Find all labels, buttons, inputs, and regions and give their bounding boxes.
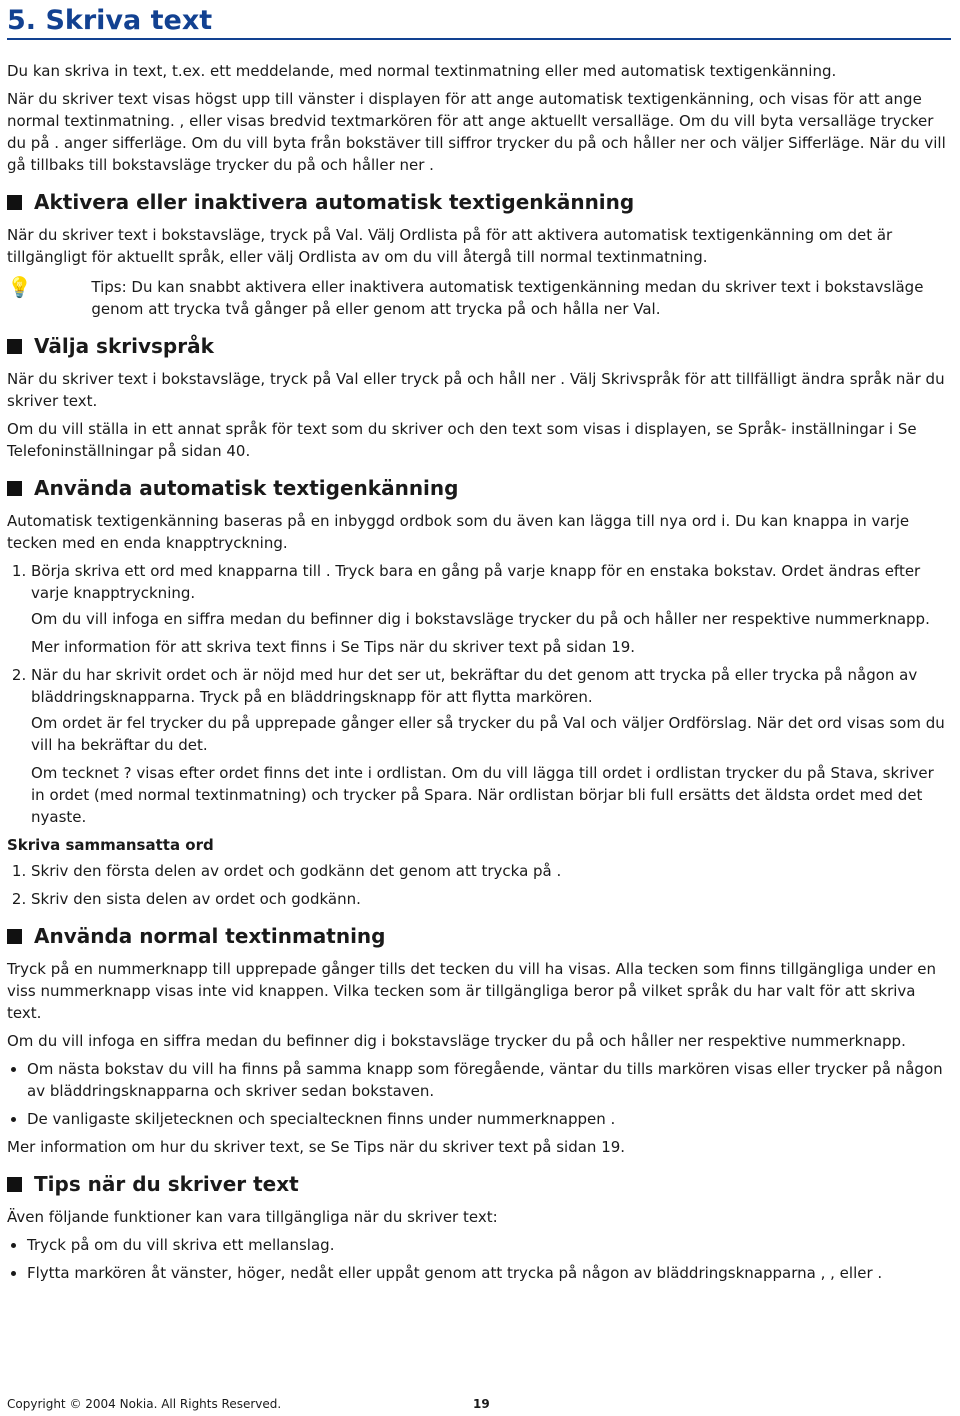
subheading: Skriva sammansatta ord — [7, 836, 214, 854]
square-bullet-icon — [7, 929, 22, 944]
list-item: • De vanligaste skiljetecknen och specialtecknen finns under nummerknappen . — [27, 1108, 951, 1130]
paragraph: Tryck på en nummerknapp till upprepade gånger tills det tecken du vill ha visas. Alla tecken som finns tillgängliga under en viss nummerknapp visas inte vid knappen. Vilka tecken som är tillgängliga beror på vilket språk du har valt för att skriva text. — [7, 960, 936, 1022]
page-number: 19 — [473, 1397, 490, 1411]
list-item: 2. När du har skrivit ordet och är nöjd med hur det ser ut, bekräftar du det genom att trycka på eller trycka på någon av bläddringsknapparna. Tryck på en bläddringsknapp för att flytta markören. Om ordet är fel trycker du på upprepade gånger eller så trycker du på Val och väljer Ordförslag. När det ord visas som du vill ha bekräftar du det. Om tecknet ? visas efter ordet finns det inte i ordlistan. Om du vill lägga till ordet i ordlistan trycker du på Stava, skriver in ordet (med normal textinmatning) och trycker på Spara. När ordlistan börjar bli full ersätts det äldsta ordet med det nyaste. — [31, 664, 951, 828]
section-heading: Aktivera eller inaktivera automatisk textigenkänning — [7, 190, 951, 214]
paragraph: Mer information om hur du skriver text, se Se Tips när du skriver text på sidan 19. — [7, 1138, 626, 1156]
page-title: 5. Skriva text — [7, 5, 213, 36]
list-item: 1. Skriv den första delen av ordet och godkänn det genom att trycka på . — [31, 860, 951, 882]
paragraph: När du skriver text i bokstavsläge, tryck på Val eller tryck på och håll ner . Välj Skrivspråk för att tillfälligt ändra språk när du skriver text. — [7, 370, 945, 410]
paragraph: Automatisk textigenkänning baseras på en inbyggd ordbok som du även kan lägga till nya ord i. Du kan knappa in varje tecken med en enda knapptryckning. — [7, 512, 910, 552]
document-page — [7, 0, 951, 1290]
intro-paragraph-2: När du skriver text visas högst upp till vänster i displayen för att ange automatisk textigenkänning, och visas för att ange normal textinmatning. , eller visas bredvid textmarkören för att ange aktuellt versalläge. Om du vill byta versalläge trycker du på . anger sifferläge. Om du vill byta från bokstäver till siffror trycker du på och håller ner och väljer Sifferläge. När du vill gå tillbaks till bokstavsläge trycker du på och håller ner . — [7, 90, 946, 174]
list-item: • Flytta markören åt vänster, höger, nedåt eller uppåt genom att trycka på någon av bläddringsknapparna , , eller . — [27, 1262, 951, 1284]
tip-box — [7, 276, 951, 320]
footer — [7, 1396, 490, 1412]
square-bullet-icon — [7, 1177, 22, 1192]
tip-text: Tips: Du kan snabbt aktivera eller inaktivera automatisk textigenkänning medan du skriver text i bokstavsläge genom att trycka två gånger på eller genom att trycka på och hålla ner Val. — [91, 278, 924, 318]
list-item: 1. Börja skriva ett ord med knapparna till . Tryck bara en gång på varje knapp för en enstaka bokstav. Ordet ändras efter varje knapptryckning. Om du vill infoga en siffra medan du befinner dig i bokstavsläge trycker du på och håller ner respektive nummerknapp. Mer information för att skriva text finns i Se Tips när du skriver text på sidan 19. — [31, 560, 951, 658]
compound-list — [7, 860, 951, 910]
section-heading: Använda normal textinmatning — [7, 924, 951, 948]
bullet-list — [7, 1234, 951, 1284]
section-heading: Tips när du skriver text — [7, 1172, 951, 1196]
section-heading: Använda automatisk textigenkänning — [7, 476, 951, 500]
list-item: 2. Skriv den sista delen av ordet och godkänn. — [31, 888, 951, 910]
paragraph: Även följande funktioner kan vara tillgängliga när du skriver text: — [7, 1208, 498, 1226]
square-bullet-icon — [7, 195, 22, 210]
paragraph: Om du vill ställa in ett annat språk för text som du skriver och den text som visas i displayen, se Språk- inställningar i Se Telefoninställningar på sidan 40. — [7, 420, 917, 460]
steps-list — [7, 560, 951, 828]
copyright: Copyright © 2004 Nokia. All Rights Reserved. — [7, 1397, 282, 1411]
lightbulb-icon: 💡 — [7, 275, 32, 299]
square-bullet-icon — [7, 339, 22, 354]
title-rule — [7, 38, 951, 40]
bullet-list — [7, 1058, 951, 1130]
paragraph: När du skriver text i bokstavsläge, tryck på Val. Välj Ordlista på för att aktivera automatisk textigenkänning om det är tillgängligt för aktuellt språk, eller välj Ordlista av om du vill återgå till normal textinmatning. — [7, 226, 893, 266]
square-bullet-icon — [7, 481, 22, 496]
section-heading: Välja skrivspråk — [7, 334, 951, 358]
intro-paragraph: Du kan skriva in text, t.ex. ett meddelande, med normal textinmatning eller med automatisk textigenkänning. — [7, 62, 837, 80]
list-item: • Om nästa bokstav du vill ha finns på samma knapp som föregående, väntar du tills markören visas eller trycker på någon av bläddringsknapparna och skriver sedan bokstaven. — [27, 1058, 951, 1102]
list-item: • Tryck på om du vill skriva ett mellanslag. — [27, 1234, 951, 1256]
paragraph: Om du vill infoga en siffra medan du befinner dig i bokstavsläge trycker du på och håller ner respektive nummerknapp. — [7, 1032, 906, 1050]
